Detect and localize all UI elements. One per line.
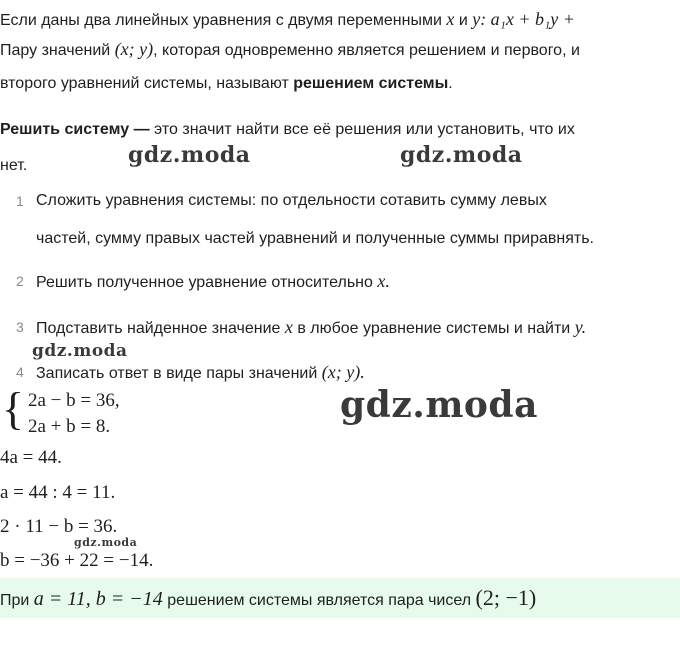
- text: , которая одновременно является решением и первого, и: [153, 42, 580, 59]
- period: .: [448, 75, 453, 92]
- system-brace: {: [2, 383, 25, 434]
- math-pair: (2; −1): [475, 585, 537, 610]
- step-number: 2: [16, 273, 24, 289]
- text: решением системы является пара чисел: [167, 592, 472, 609]
- math-pair: (x; y).: [321, 362, 365, 382]
- text: Решить полученное уравнение относительно: [36, 274, 373, 291]
- definition-line-1: [0, 119, 575, 141]
- step-number: 3: [16, 319, 24, 335]
- theory-line-2: [0, 38, 580, 62]
- text: Пару значений: [0, 42, 111, 59]
- watermark: gdz.moda: [400, 142, 523, 168]
- math-x: x: [446, 9, 455, 29]
- bold-term: Решить систему —: [0, 121, 150, 138]
- math-values: a = 11, b = −14: [33, 588, 163, 610]
- watermark: gdz.moda: [128, 142, 251, 168]
- math-formula: a₁x + b₁y +: [490, 9, 575, 29]
- theory-line-3: [0, 73, 453, 95]
- text: Записать ответ в виде пары значений: [36, 365, 318, 382]
- theory-line-1: [0, 8, 575, 32]
- solution-eq-2: a = 44 : 4 = 11.: [0, 482, 116, 503]
- step-number: 4: [16, 364, 24, 380]
- system-eq-1: 2a − b = 36,: [28, 390, 120, 411]
- text: в любое уравнение системы и найти: [297, 320, 571, 337]
- math-y: y.: [574, 317, 587, 337]
- text: и: [458, 12, 468, 29]
- step-number: 1: [16, 193, 24, 209]
- step-3: [36, 316, 586, 340]
- watermark: gdz.moda: [74, 536, 138, 549]
- text: это значит найти все её решения или установить, что их: [154, 121, 575, 138]
- watermark: gdz.moda: [340, 384, 538, 426]
- solution-eq-4: b = −36 + 22 = −14.: [0, 550, 154, 571]
- text: Если даны два линейных уравнения с двумя переменными: [0, 12, 442, 29]
- step-2: [36, 270, 390, 294]
- text: нет.: [0, 157, 28, 174]
- definition-line-2: [0, 155, 27, 177]
- solution-eq-1: 4a = 44.: [0, 447, 62, 468]
- system-eq-2: 2a + b = 8.: [28, 416, 111, 437]
- step-1-line-2: частей, сумму правых частей уравнений и полученные суммы приравнять.: [36, 230, 594, 247]
- text: второго уравнений системы, называют: [0, 75, 289, 92]
- math-x: x: [284, 317, 293, 337]
- math-x: x.: [377, 271, 390, 291]
- step-1-line-1: Сложить уравнения системы: по отдельности сотавить сумму левых: [36, 192, 547, 209]
- watermark: gdz.moda: [32, 341, 128, 361]
- math-pair: (x; y): [114, 39, 154, 59]
- text: Подставить найденное значение: [36, 320, 281, 337]
- math-y: y:: [472, 9, 487, 29]
- bold-term: решением системы: [293, 75, 449, 92]
- step-4: [36, 361, 365, 385]
- answer-banner: [0, 578, 680, 618]
- solution-eq-3: 2 · 11 − b = 36.: [0, 516, 118, 537]
- text: При: [0, 592, 30, 609]
